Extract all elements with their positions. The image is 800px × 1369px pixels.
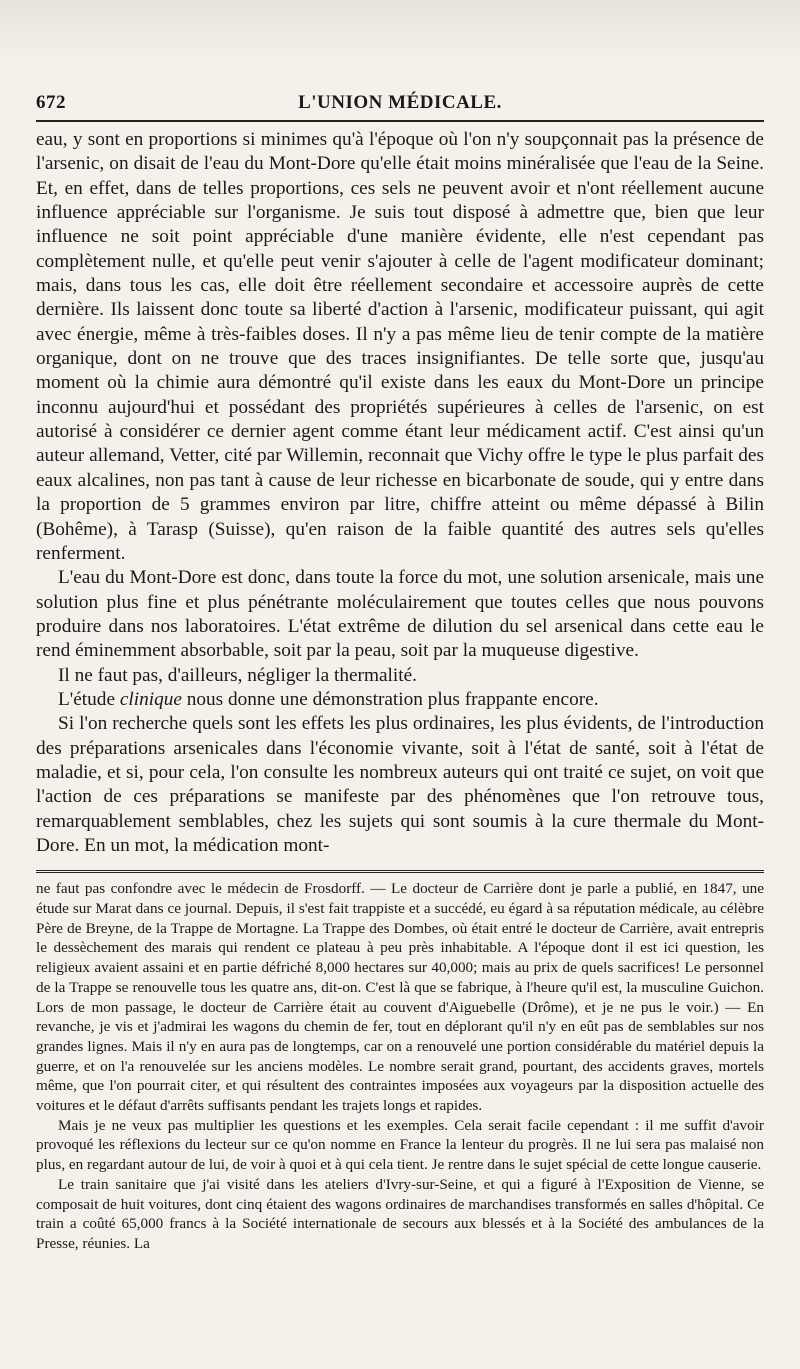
footnote-paragraph: Mais je ne veux pas multiplier les questions et les exemples. Cela serait facile cependant : il me suffit d'avoir provoqué les réflexions du lecteur sur ce qu'on nomme en France la lenteur du progrès. Il ne lui sera pas malaisé non plus, en regardant autour de lui, de voir à quoi et à qui cela tient. Je rentre dans le sujet spécial de cette longue causerie. xyxy=(36,1116,764,1174)
paragraph: Si l'on recherche quels sont les effets les plus ordinaires, les plus évidents, de l'introduction des préparations arsenicales dans l'économie vivante, soit à l'état de santé, soit à l'état de maladie, et si, pour cela, l'on consulte les nombreux auteurs qui ont traité ce sujet, on voit que l'action de ces préparations se manifeste par des phénomènes que l'on retrouve tous, remarquablement semblables, chez les sujets qui sont soumis à la cure thermale du Mont-Dore. En un mot, la médication mont- xyxy=(36,713,764,856)
emphasis: clinique xyxy=(119,688,182,710)
footnote-rule xyxy=(36,870,764,873)
footnote-paragraph: ne faut pas confondre avec le médecin de Frosdorff. — Le docteur de Carrière dont je parle a publié, en 1847, une étude sur Marat dans ce journal. Depuis, il s'est fait trappiste et a succédé, eu égard à sa réputation médicale, au célèbre Père de Breyne, de la Trappe de Mortagne. La Trappe des Dombes, où était entré le docteur de Carrière, avait entrepris le dessèchement des marais qui rendent ce plateau à peu près inhabitable. A l'époque dont il est ici question, les religieux avaient assaini et en partie défriché 8,000 hectares sur 40,000; mais au prix de quels sacrifices! Le personnel de la Trappe se renouvelle tous les quatre ans, dit-on. C'est là que se fabrique, à l'heure qu'il est, la musculine Guichon. Lors de mon passage, le docteur de Carrière était au couvent d'Aiguebelle (Drôme), et je ne pus le voir.) — En revanche, je vis et j'admirai les wagons du chemin de fer, tout en déplorant qu'il n'y en eût pas de semblables sur nos grandes lignes. Mais il n'y en aura pas de longtemps, car on a renouvelé une portion considérable du matériel depuis la guerre, et on l'a renouvelée sur les anciens modèles. Le nombre serait grand, pourtant, des accidents graves, mortels même, que l'on pourrait citer, et qui résultent des contraintes imposées aux voyageurs par la disposition actuelle des voitures et le défaut d'arrêts suffisants pendant les trajets longs et rapides. xyxy=(36,880,764,1115)
page-number: 672 xyxy=(36,92,66,113)
footnotes xyxy=(36,879,764,1253)
header-rule xyxy=(36,120,764,122)
paragraph: L'eau du Mont-Dore est donc, dans toute la force du mot, une solution arsenicale, mais une solution plus fine et plus pénétrante moléculairement que toutes celles que nous pouvons produire dans nos laboratoires. L'état extrême de dilution du sel arsenical dans cette eau le rend éminemment absorbable, soit par la peau, soit par la muqueuse digestive. xyxy=(36,567,764,662)
paragraph: Il ne faut pas, d'ailleurs, négliger la thermalité. xyxy=(58,664,417,686)
main-text xyxy=(36,128,764,858)
journal-title: L'UNION MÉDICALE. xyxy=(298,92,502,113)
paragraph: L'étude clinique nous donne une démonstration plus frappante encore. xyxy=(58,688,599,710)
paragraph: eau, y sont en proportions si minimes qu'à l'époque où l'on n'y soupçonnait pas la présence de l'arsenic, on disait de l'eau du Mont-Dore qu'elle était moins minéralisée que l'eau de la Seine. Et, en effet, dans de telles proportions, ces sels ne peuvent avoir et n'ont réellement aucune influence appréciable sur l'organisme. Je suis tout disposé à admettre que, bien que leur influence ne soit point appréciable d'une manière évidente, elle n'est cependant pas complètement nulle, et qu'elle peut venir s'ajouter à celle de l'agent modificateur dominant; mais, dans tous les cas, elle doit être réellement secondaire et accessoire auprès de cette dernière. Ils laissent donc toute sa liberté d'action à l'arsenic, modificateur puissant, qui agit avec énergie, même à très-faibles doses. Il n'y a pas même lieu de tenir compte de la matière organique, dont on ne trouve que des traces insignifiantes. De telle sorte que, jusqu'au moment où la chimie aura démontré qu'il existe dans les eaux du Mont-Dore un principe inconnu aujourd'hui et possédant des propriétés supérieures à celles de l'arsenic, on est autorisé à considérer ce dernier agent comme étant leur médicament actif. C'est ainsi qu'un auteur allemand, Vetter, cité par Willemin, reconnait que Vichy offre le type le plus parfait des eaux alcalines, non pas tant à cause de leur richesse en bicarbonate de soude, qui y entre dans la proportion de 5 grammes environ par litre, chiffre atteint ou même dépassé à Bilin (Bohême), à Tarasp (Suisse), qu'en raison de la faible quantité des autres sels qu'elles renferment. xyxy=(36,129,764,564)
running-header xyxy=(36,78,764,114)
footnote-paragraph: Le train sanitaire que j'ai visité dans les ateliers d'Ivry-sur-Seine, et qui a figuré à l'Exposition de Vienne, se composait de huit voitures, dont cinq étaient des wagons ordinaires de marchandises transformés en salles d'hôpital. Ce train a coûté 65,000 francs à la Société internationale de secours aux blessés et à la Société des ambulances de la Presse, réunies. La xyxy=(36,1175,764,1252)
